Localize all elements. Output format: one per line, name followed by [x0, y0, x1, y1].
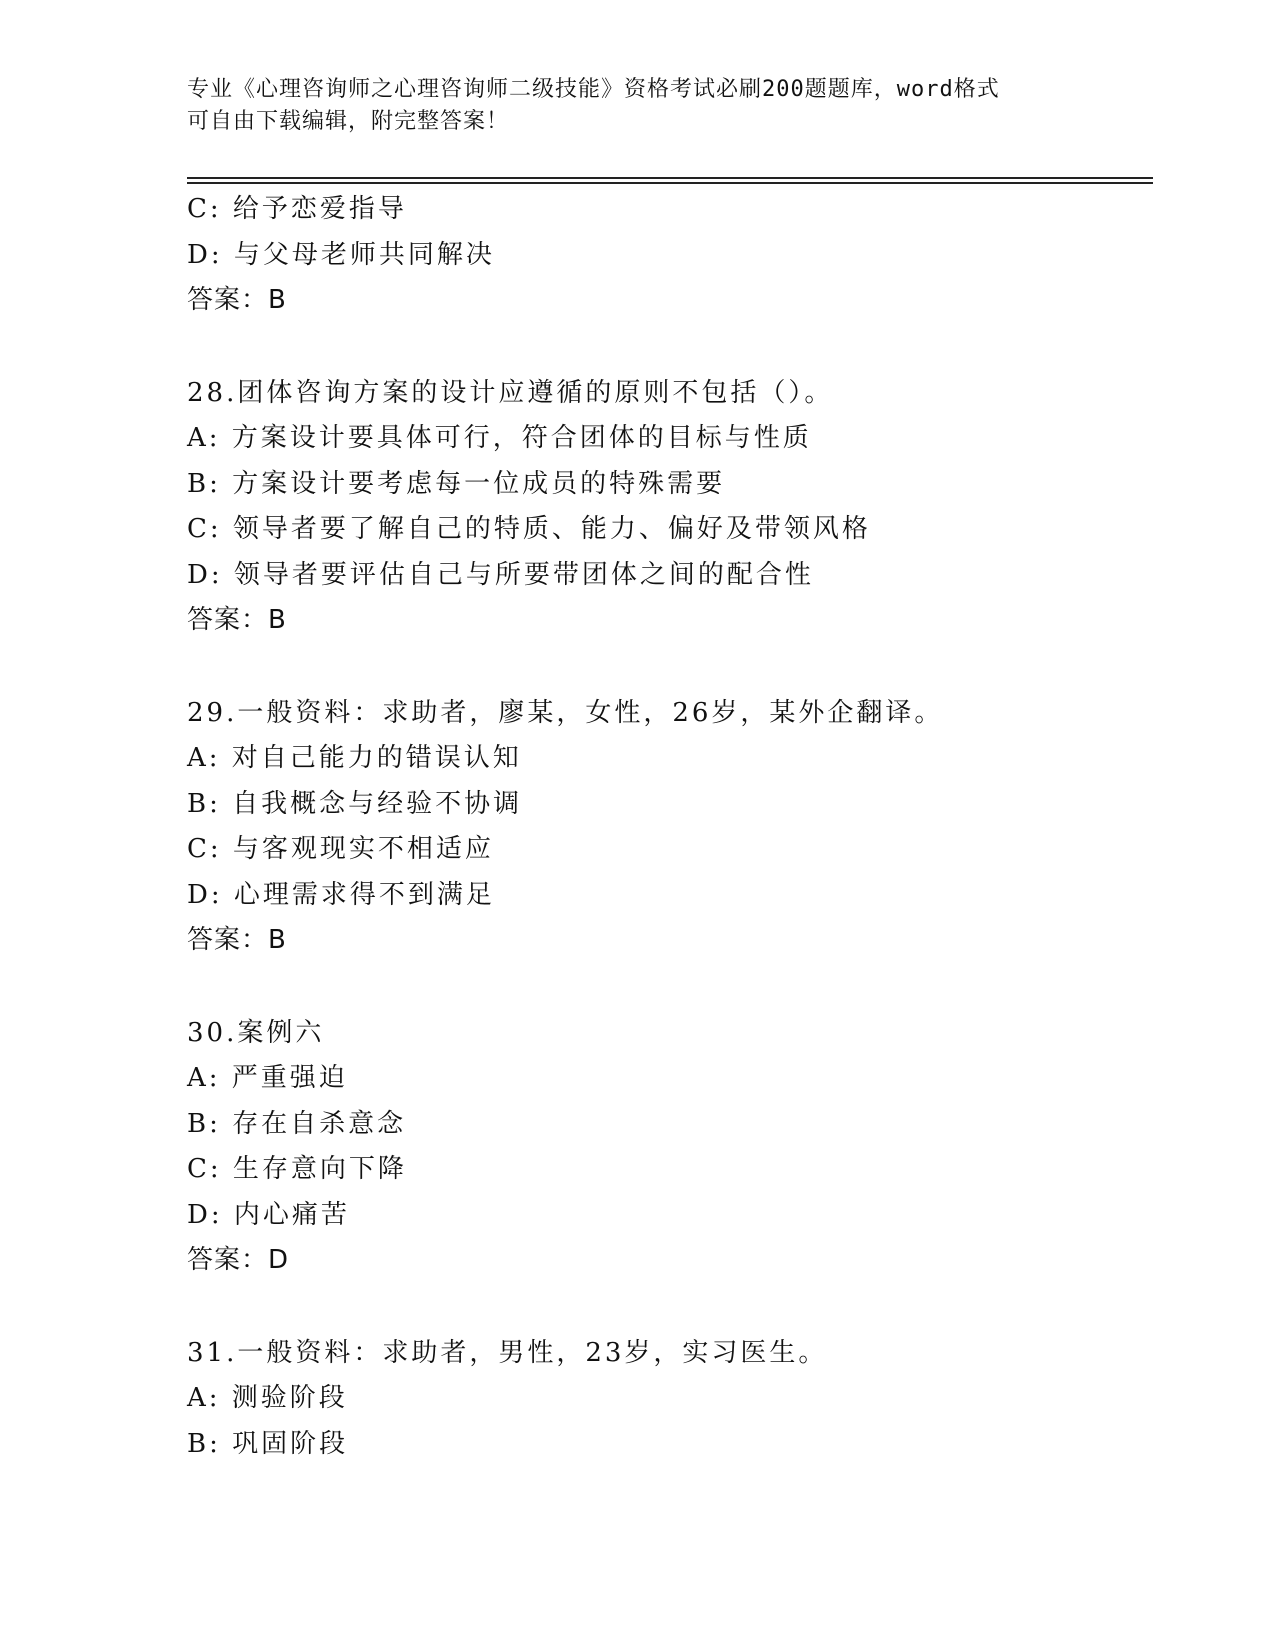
option-line: B: 方案设计要考虑每一位成员的特殊需要 — [187, 468, 726, 499]
option-line: C: 与客观现实不相适应 — [187, 834, 494, 864]
option-line: B: 自我概念与经验不协调 — [187, 788, 523, 819]
header-line-2: 可自由下载编辑，附完整答案！ — [187, 109, 510, 134]
option-line: C: 生存意向下降 — [187, 1154, 407, 1184]
answer-line: 答案：D — [187, 1245, 290, 1275]
option-line: A: 严重强迫 — [187, 1063, 348, 1093]
option-line: B: 存在自杀意念 — [187, 1108, 407, 1139]
option-line: A: 测验阶段 — [187, 1383, 348, 1413]
option-line: A: 方案设计要具体可行，符合团体的目标与性质 — [187, 423, 812, 453]
block-spacer — [187, 964, 1147, 1011]
option-line: D: 与父母老师共同解决 — [187, 239, 495, 270]
option-line: D: 心理需求得不到满足 — [187, 879, 495, 910]
question-list — [187, 187, 1147, 1467]
header-divider-bottom — [187, 182, 1153, 184]
block-spacer — [187, 324, 1147, 371]
option-line: C: 给予恋爱指导 — [187, 194, 407, 224]
question-line: 30.案例六 — [187, 1017, 325, 1048]
block-spacer — [187, 644, 1147, 691]
question-line: 28.团体咨询方案的设计应遵循的原则不包括（）。 — [187, 377, 834, 408]
answer-line: 答案：B — [187, 285, 287, 315]
option-line: C: 领导者要了解自己的特质、能力、偏好及带领风格 — [187, 514, 871, 544]
question-line: 29.一般资料：求助者，廖某，女性，26岁，某外企翻译。 — [187, 697, 944, 728]
answer-line: 答案：B — [187, 925, 287, 955]
block-spacer — [187, 1284, 1147, 1331]
option-line: A: 对自己能力的错误认知 — [187, 743, 522, 773]
document-header — [187, 74, 1087, 138]
question-line: 31.一般资料：求助者，男性，23岁，实习医生。 — [187, 1337, 828, 1368]
header-divider-top — [187, 177, 1153, 179]
answer-line: 答案：B — [187, 605, 287, 635]
header-line-1: 专业《心理咨询师之心理咨询师二级技能》资格考试必刷200题题库，word格式 — [187, 77, 1000, 102]
option-line: D: 内心痛苦 — [187, 1199, 350, 1230]
option-line: D: 领导者要评估自己与所要带团体之间的配合性 — [187, 559, 814, 590]
option-line: B: 巩固阶段 — [187, 1428, 349, 1459]
